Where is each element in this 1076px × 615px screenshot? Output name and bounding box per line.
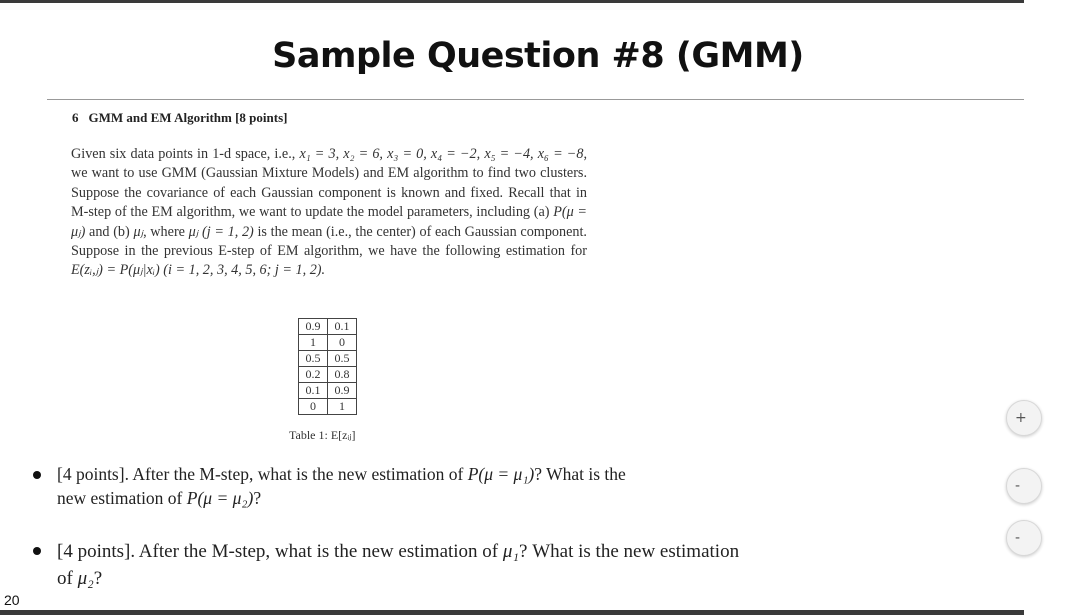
table-row — [299, 367, 357, 383]
table-row — [299, 319, 357, 335]
bullet-text: ? What is the new estimation of — [57, 541, 740, 589]
zoom-out-button[interactable] — [1006, 468, 1042, 504]
collapse-button[interactable] — [1006, 520, 1042, 556]
bullet-expression: μ₂ — [77, 568, 94, 589]
table-row — [299, 399, 357, 415]
table-cell: 0.9 — [328, 383, 357, 399]
bullet-text: [4 points]. After the M-step, what is the new estimation of — [57, 541, 503, 562]
table-cell: 0.9 — [299, 319, 328, 335]
section-number: 6 — [72, 110, 79, 125]
table-row — [299, 383, 357, 399]
estimation-table — [298, 318, 357, 415]
mu-j-expression: μⱼ (j = 1, 2) — [188, 223, 254, 240]
question-text-2: , we want to use GMM (Gaussian Mixture Models) and EM algorithm to find two clusters. Suppose the covariance of each Gaussian component is known and fixed. Recall that in M-step of the EM algorithm, we want to update the model parameters, including (a) — [71, 146, 587, 221]
table-cell: 0.8 — [328, 367, 357, 383]
minus-icon: - — [1015, 478, 1021, 494]
bullet-text: ? — [93, 568, 103, 589]
bullet-text: [4 points]. After the M-step, what is the new estimation of — [57, 464, 468, 484]
bottom-border — [0, 610, 1024, 615]
question-text-3: and (b) — [85, 223, 134, 240]
bullet-expression: P(μ = μ₂) — [186, 488, 254, 508]
table-row — [299, 335, 357, 351]
table-cell: 0.1 — [299, 383, 328, 399]
minus-icon: - — [1015, 530, 1021, 546]
data-points: x₁ = 3, x₂ = 6, x₃ = 0, x₄ = −2, x₅ = −4, x₆ = −8 — [299, 146, 584, 162]
table-cell: 0.5 — [328, 351, 357, 367]
section-heading — [72, 110, 287, 126]
question-text-1: Given six data points in 1-d space, i.e., — [71, 146, 300, 162]
bullet-item — [30, 462, 650, 510]
table-cell: 0.2 — [299, 367, 328, 383]
param-b-expression: μⱼ — [133, 223, 144, 240]
question-text-4: , where — [143, 223, 189, 240]
slide-title: Sample Question #8 (GMM) — [272, 36, 804, 76]
estimation-expression: E(zᵢ,ⱼ) = P(μⱼ|xᵢ) (i = 1, 2, 3, 4, 5, 6; j = 1, 2). — [71, 262, 326, 279]
table-cell: 0 — [328, 335, 357, 351]
table-cell: 1 — [299, 335, 328, 351]
top-border — [0, 0, 1024, 3]
title-divider — [47, 99, 1024, 100]
section-title: GMM and EM Algorithm [8 points] — [88, 110, 288, 125]
table-row — [299, 351, 357, 367]
question-paragraph — [71, 145, 587, 281]
bullet-item — [30, 538, 750, 592]
bullet-expression: μ₁ — [502, 541, 520, 562]
param-a-expression: P(μ = μⱼ) — [71, 204, 588, 240]
plus-icon: + — [1015, 410, 1027, 426]
zoom-in-button[interactable] — [1006, 400, 1042, 436]
table-cell: 0.5 — [299, 351, 328, 367]
table-cell: 0 — [299, 399, 328, 415]
question-text-5: is the mean (i.e., the center) of each Gaussian component. Suppose in the previous E-step of EM algorithm, we have the following estimation for — [71, 223, 587, 260]
bullet-text: ? What is the new estimation of — [57, 464, 626, 508]
bullet-list-1 — [30, 462, 650, 510]
table-cell: 1 — [328, 399, 357, 415]
table-caption: Table 1: E[zᵢⱼ] — [289, 428, 356, 442]
table-cell: 0.1 — [328, 319, 357, 335]
page-number: 20 — [4, 592, 20, 608]
bullet-text: ? — [253, 488, 262, 508]
bullet-list-2 — [30, 538, 750, 592]
bullet-expression: P(μ = μ₁) — [467, 464, 535, 484]
